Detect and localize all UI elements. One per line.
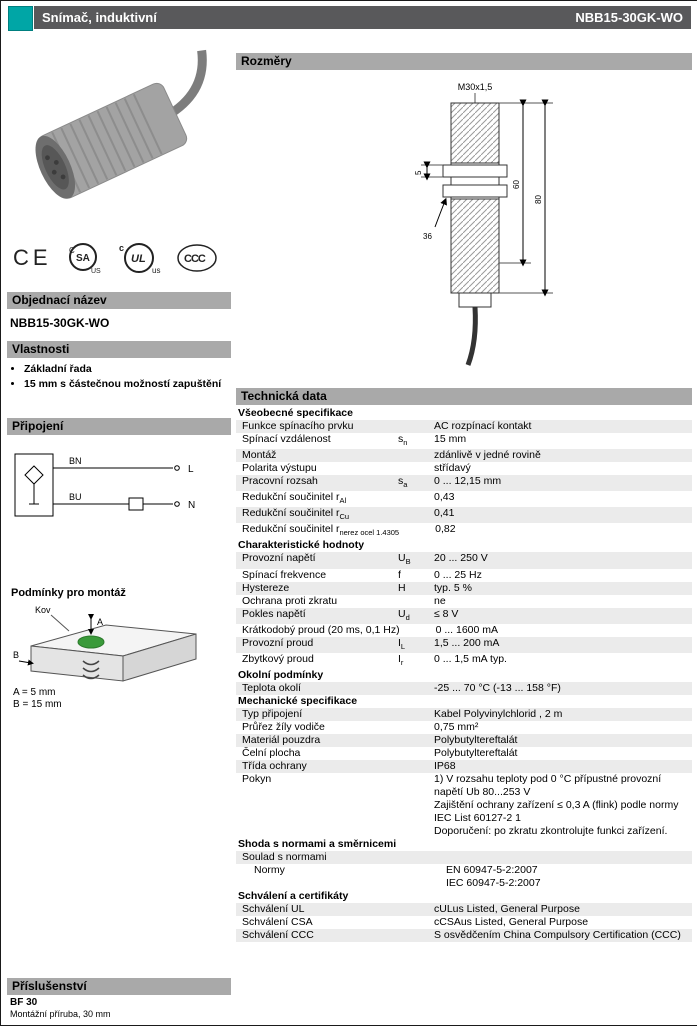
dim-a-label: A: [97, 617, 104, 627]
table-row: [236, 552, 692, 568]
table-row: [236, 491, 692, 507]
certification-logos: [9, 239, 223, 277]
table-section-header: Všeobecné specifikace: [238, 407, 353, 419]
part-number: NBB15-30GK-WO: [575, 10, 683, 25]
row-value: 1) V rozsahu teploty pod 0 °C přípustné provozní napětí Ub 80...253 V Zajištění ochrany zařízení ≤ 0,3 A (flink) podle normy IEC List 60127-2 1 Doporučení: po zkratu zkontrolujte funkci zařízení.: [434, 772, 679, 837]
row-label: Třída ochrany: [242, 759, 307, 772]
row-symbol: [399, 523, 435, 539]
row-symbol: [398, 903, 434, 916]
row-symbol: [398, 747, 434, 760]
table-row: [236, 475, 692, 491]
thread-label: M30x1,5: [457, 82, 493, 92]
row-label: Teplota okolí: [242, 681, 301, 694]
table-row: [236, 569, 692, 582]
row-value: typ. 5 %: [434, 581, 472, 594]
row-symbol: [398, 773, 434, 838]
row-label: Průřez žíly vodiče: [242, 720, 325, 733]
row-value: zdánlivě v jedné rovině: [434, 449, 541, 462]
svg-text:us: us: [152, 266, 161, 275]
row-symbol: [398, 851, 434, 864]
dimensions-header: Rozměry: [236, 53, 692, 70]
length-60-label: 60: [512, 180, 521, 189]
table-row: [236, 903, 692, 916]
row-label: Ochrana proti zkratu: [242, 594, 338, 607]
row-label: Redukční součinitel $r_{nerez ocel 1.4305}$: [242, 523, 400, 538]
row-symbol: [398, 916, 434, 929]
table-row: [236, 708, 692, 721]
table-section-header: Charakteristické hodnoty: [238, 539, 365, 552]
svg-text:US: US: [91, 268, 102, 275]
wire-bn-label: BN: [69, 456, 82, 466]
table-row: [236, 653, 692, 669]
table-row: [236, 747, 692, 760]
order-name-value: NBB15-30GK-WO: [10, 316, 110, 330]
row-label: Montáž: [242, 449, 277, 462]
sensor-face-green: [78, 636, 104, 648]
row-value: 0 ... 1,5 mA typ.: [434, 652, 507, 665]
svg-text:SA: SA: [76, 253, 91, 264]
csa-mark-icon: [63, 239, 103, 277]
feature-item: • Základní řada: [24, 363, 242, 375]
table-row: [236, 420, 692, 433]
row-symbol: f: [398, 568, 401, 581]
length-80-label: 80: [534, 195, 543, 204]
product-photo: [9, 43, 223, 235]
row-symbol: $U_B$: [398, 552, 411, 567]
dim-b-value: B = 15 mm: [13, 699, 62, 710]
svg-text:C: C: [69, 246, 76, 255]
row-value: 0 ... 12,15 mm: [434, 475, 502, 488]
cable-gland: [459, 293, 491, 307]
row-symbol: [398, 595, 434, 608]
row-symbol: [398, 491, 434, 507]
table-row: [236, 734, 692, 747]
row-value: 0,75 mm²: [434, 720, 479, 733]
feature-item: • 15 mm s částečnou možností zapuštění: [24, 378, 242, 390]
row-label: Materiál pouzdra: [242, 733, 321, 746]
row-symbol: H: [398, 581, 406, 594]
cable-drawing: [468, 307, 475, 365]
table-row: [236, 507, 692, 523]
row-label: Redukční součinitel $r_{Cu}$: [242, 507, 350, 522]
row-symbol: [398, 708, 434, 721]
row-symbol: [398, 420, 434, 433]
row-value: 0 ... 25 Hz: [434, 568, 482, 581]
svg-text:c: c: [119, 243, 125, 253]
table-row: [236, 523, 692, 539]
mounting-dimensions: [13, 687, 62, 711]
row-value: Polybutyltereftalát: [434, 733, 518, 746]
brand-logo: [8, 6, 33, 31]
table-row: [236, 462, 692, 475]
table-row: [236, 864, 692, 890]
row-value: 0,82: [435, 523, 456, 536]
row-label: Typ připojení: [242, 707, 303, 720]
order-name-header: Objednací název: [7, 292, 231, 309]
row-label: Funkce spínacího prvku: [242, 420, 354, 432]
dim-b-label: B: [13, 650, 20, 660]
row-value: 20 ... 250 V: [434, 552, 488, 565]
page-title: Snímač, induktivní: [42, 10, 157, 25]
row-label: Pokles napětí: [242, 607, 306, 620]
row-label: Redukční součinitel $r_{Al}$: [242, 491, 347, 506]
row-value: ≤ 8 V: [434, 607, 459, 620]
row-symbol: $U_d$: [398, 607, 410, 622]
row-symbol: $I_L$: [398, 636, 406, 651]
row-value: 1,5 ... 200 mA: [434, 636, 500, 649]
mounting-nut-2: [443, 185, 507, 197]
table-row: [236, 851, 692, 864]
row-label: Spínací frekvence: [242, 568, 327, 581]
table-row: [236, 682, 692, 695]
connection-diagram: [11, 446, 216, 526]
table-row: [236, 916, 692, 929]
row-value: cCSAus Listed, General Purpose: [434, 915, 589, 928]
row-symbol: [400, 624, 436, 637]
load-symbol: [129, 498, 143, 510]
row-label: Schválení CSA: [242, 915, 313, 928]
table-section-header: Okolní podmínky: [238, 668, 324, 681]
features-header: Vlastnosti: [7, 341, 231, 358]
table-section-header: Shoda s normami a směrnicemi: [238, 837, 397, 850]
table-section-header: Mechanické specifikace: [238, 694, 358, 707]
mounting-nut-1: [443, 165, 507, 177]
row-label: Pracovní rozsah: [242, 475, 318, 488]
row-value: EN 60947-5-2:2007 IEC 60947-5-2:2007: [446, 863, 541, 889]
row-label: Hystereze: [242, 581, 290, 594]
row-symbol: $s_a$: [398, 475, 408, 490]
table-row: [236, 773, 692, 838]
row-value: ne: [434, 594, 446, 607]
row-value: AC rozpínací kontakt: [434, 420, 532, 432]
table-row: [236, 624, 692, 637]
row-value: 0,41: [434, 507, 455, 520]
mounting-conditions-title: Podmínky pro montáž: [11, 587, 126, 599]
table-row: [236, 595, 692, 608]
ce-mark-icon: CE: [13, 245, 52, 270]
table-row: [236, 433, 692, 449]
metal-label: Kov: [35, 605, 51, 615]
dimension-drawing: [373, 77, 583, 379]
row-label: Provozní proud: [242, 636, 314, 649]
nut-thickness-label: 5: [414, 170, 423, 175]
row-value: [434, 851, 692, 864]
terminal-l-label: L: [188, 464, 194, 475]
feature-list: [10, 363, 242, 393]
row-symbol: $I_r$: [398, 652, 404, 667]
row-label: Pokyn: [242, 772, 272, 785]
connection-header: Připojení: [7, 418, 231, 435]
row-label: Soulad s normami: [242, 850, 327, 863]
row-value: 15 mm: [434, 433, 467, 445]
technical-data-header: Technická data: [236, 388, 692, 405]
row-symbol: [398, 682, 434, 695]
row-symbol: [398, 507, 434, 523]
technical-data-table: [236, 407, 692, 942]
table-row: [236, 637, 692, 653]
wire-bu-label: BU: [69, 492, 82, 502]
row-value: IP68: [434, 759, 456, 772]
row-label: Zbytkový proud: [242, 652, 314, 665]
row-value: Polybutyltereftalát: [434, 746, 518, 759]
accessories-header: Příslušenství: [7, 978, 231, 995]
row-symbol: [410, 864, 446, 890]
row-symbol: [398, 929, 434, 942]
row-label: Provozní napětí: [242, 552, 316, 565]
row-symbol: [398, 721, 434, 734]
row-label: Normy: [254, 863, 285, 876]
row-value: -25 ... 70 °C (-13 ... 158 °F): [434, 681, 561, 694]
row-value: Kabel Polyvinylchlorid , 2 m: [434, 707, 563, 720]
terminal-n-label: N: [188, 500, 196, 511]
row-label: Polarita výstupu: [242, 462, 317, 475]
row-label: Schválení UL: [242, 902, 305, 915]
row-symbol: [398, 462, 434, 475]
accessory-name: BF 30: [10, 997, 38, 1008]
wrench-size-label: 36: [423, 232, 432, 241]
svg-text:UL: UL: [131, 253, 146, 265]
row-symbol: [398, 734, 434, 747]
cul-us-mark-icon: [115, 239, 163, 277]
table-section-header: Schválení a certifikáty: [238, 889, 349, 902]
ccc-mark-icon: [175, 241, 219, 275]
table-row: [236, 929, 692, 942]
table-row: [236, 760, 692, 773]
row-label: Krátkodobý proud (20 ms, 0,1 Hz): [242, 623, 400, 636]
row-symbol: $s_n$: [398, 433, 408, 448]
table-row: [236, 449, 692, 462]
row-label: Spínací vzdálenost: [242, 433, 331, 445]
row-value: střídavý: [434, 462, 471, 475]
row-value: 0,43: [434, 491, 455, 504]
table-row: [236, 721, 692, 734]
mounting-diagram: [11, 601, 216, 689]
row-symbol: [398, 760, 434, 773]
dim-a-value: A = 5 mm: [13, 687, 56, 698]
svg-text:CCC: CCC: [184, 253, 205, 265]
accessory-description: Montážní příruba, 30 mm: [10, 1009, 111, 1019]
row-symbol: [398, 449, 434, 462]
sensor-photo-illustration: [9, 43, 223, 235]
row-value: S osvědčením China Compulsory Certification (CCC): [434, 928, 681, 941]
row-value: cULus Listed, General Purpose: [434, 902, 580, 915]
row-value: 0 ... 1600 mA: [435, 623, 499, 636]
top-header-bar: [34, 6, 691, 29]
row-label: Schválení CCC: [242, 928, 314, 941]
row-label: Čelní plocha: [242, 746, 301, 759]
table-row: [236, 582, 692, 595]
table-row: [236, 608, 692, 624]
